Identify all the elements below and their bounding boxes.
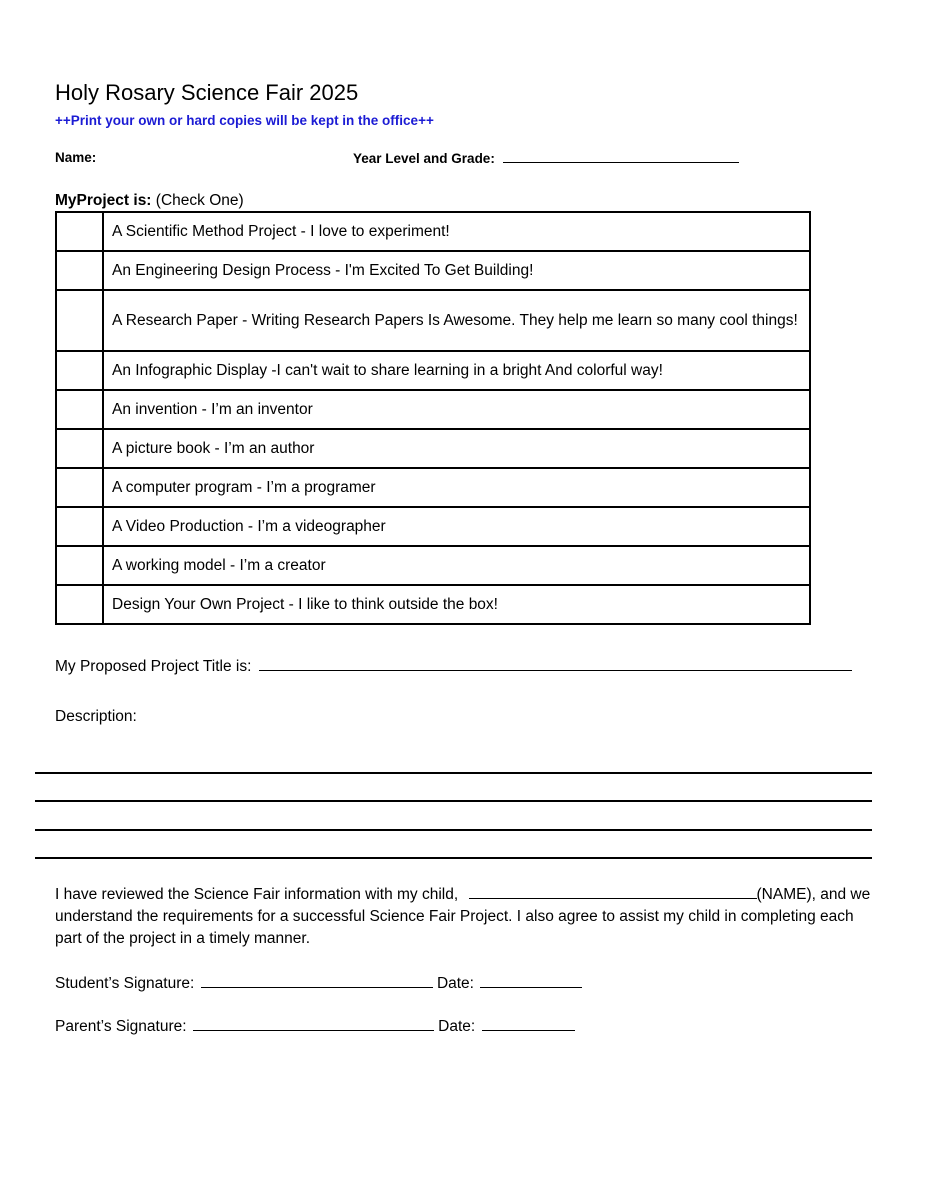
proposed-title-blank[interactable] xyxy=(259,657,852,671)
option-checkbox[interactable] xyxy=(56,585,103,624)
option-checkbox[interactable] xyxy=(56,290,103,351)
option-checkbox[interactable] xyxy=(56,212,103,251)
table-row xyxy=(56,251,810,290)
table-row xyxy=(56,351,810,390)
student-date-blank[interactable] xyxy=(480,974,582,988)
description-label: Description: xyxy=(55,708,137,725)
description-line[interactable] xyxy=(35,829,872,831)
child-name-blank[interactable] xyxy=(469,885,757,899)
option-label: A computer program - I’m a programer xyxy=(103,468,810,507)
student-signature-label: Student’s Signature: xyxy=(55,975,195,992)
parent-date-blank[interactable] xyxy=(482,1017,575,1031)
name-tag: (NAME), xyxy=(756,886,816,903)
option-checkbox[interactable] xyxy=(56,251,103,290)
table-row xyxy=(56,390,810,429)
option-label: A Research Paper - Writing Research Papers Is Awesome. They help me learn so many cool things! xyxy=(103,290,810,351)
proposed-title-row xyxy=(55,657,852,676)
student-signature-row xyxy=(55,974,582,993)
student-date-label: Date: xyxy=(436,975,474,992)
table-row xyxy=(56,212,810,251)
table-row xyxy=(56,585,810,624)
option-label: A working model - I’m a creator xyxy=(103,546,810,585)
option-checkbox[interactable] xyxy=(56,468,103,507)
print-notice: ++Print your own or hard copies will be kept in the office++ xyxy=(55,113,434,128)
parent-date-label: Date: xyxy=(438,1018,476,1035)
option-checkbox[interactable] xyxy=(56,390,103,429)
description-line[interactable] xyxy=(35,857,872,859)
year-level-group xyxy=(353,149,739,167)
option-label: A Video Production - I’m a videographer xyxy=(103,507,810,546)
option-label: An Infographic Display -I can't wait to share learning in a bright And colorful way! xyxy=(103,351,810,390)
project-label-hint: (Check One) xyxy=(151,192,244,209)
project-type-label xyxy=(55,191,244,210)
year-level-label: Year Level and Grade: xyxy=(353,151,495,166)
table-row xyxy=(56,429,810,468)
year-level-blank[interactable] xyxy=(503,149,739,163)
proposed-title-label: My Proposed Project Title is: xyxy=(55,658,252,675)
parent-signature-blank[interactable] xyxy=(193,1017,434,1031)
option-label: Design Your Own Project - I like to think outside the box! xyxy=(103,585,810,624)
table-row xyxy=(56,290,810,351)
table-row xyxy=(56,507,810,546)
description-line[interactable] xyxy=(35,772,872,774)
parent-signature-label: Parent’s Signature: xyxy=(55,1018,187,1035)
description-line[interactable] xyxy=(35,800,872,802)
option-checkbox[interactable] xyxy=(56,507,103,546)
parent-agreement xyxy=(55,884,875,950)
option-label: A Scientific Method Project - I love to experiment! xyxy=(103,212,810,251)
option-label: An Engineering Design Process - I'm Excited To Get Building! xyxy=(103,251,810,290)
agreement-text-start: I have reviewed the Science Fair information with my child, xyxy=(55,886,459,903)
table-row xyxy=(56,468,810,507)
name-label: Name: xyxy=(55,150,97,165)
student-info-row xyxy=(55,149,815,166)
form-title: Holy Rosary Science Fair 2025 xyxy=(55,80,359,105)
option-label: An invention - I’m an inventor xyxy=(103,390,810,429)
option-checkbox[interactable] xyxy=(56,351,103,390)
option-checkbox[interactable] xyxy=(56,546,103,585)
option-label: A picture book - I’m an author xyxy=(103,429,810,468)
student-signature-blank[interactable] xyxy=(201,974,433,988)
option-checkbox[interactable] xyxy=(56,429,103,468)
parent-signature-row xyxy=(55,1017,575,1036)
table-row xyxy=(56,546,810,585)
project-label-bold: MyProject is: xyxy=(55,192,152,209)
agreement-text-rest: and we understand the requirements for a successful Science Fair Project. I also agree to assist my child in completing each part of the project in a timely manner. xyxy=(55,886,871,947)
project-options-table xyxy=(55,211,811,625)
